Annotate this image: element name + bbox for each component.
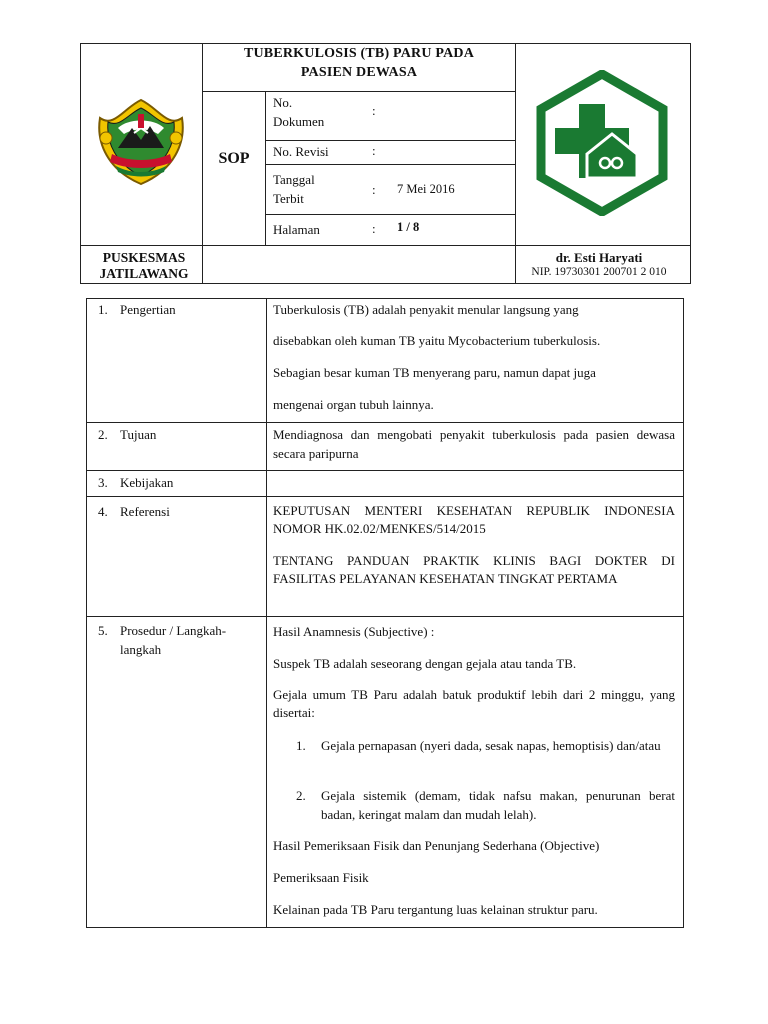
field-revision-label: No. Revisi: [273, 144, 329, 159]
section-label-definition: [98, 300, 176, 319]
section-label-reference: [98, 502, 170, 521]
section-label-policy: [98, 473, 173, 492]
text-line: Tuberkulosis (TB) adalah penyakit menular langsung yang: [273, 302, 579, 317]
procedure-p6: Kelainan pada TB Paru tergantung luas kelainan struktur paru.: [273, 902, 598, 917]
section-number: 5.: [98, 623, 108, 638]
field-colon: :: [372, 182, 376, 197]
org-line: PUSKESMAS: [102, 250, 186, 265]
procedure-p1: Hasil Anamnesis (Subjective) :: [273, 624, 435, 639]
org-line: JATILAWANG: [99, 266, 189, 281]
list-number: 1.: [296, 738, 306, 753]
title-line-2: PASIEN DEWASA: [300, 65, 418, 80]
text-line: disebabkan oleh kuman TB yaitu Mycobacterium tuberkulosis.: [273, 333, 601, 348]
section-number: 4.: [98, 504, 108, 519]
text-line: mengenai organ tubuh lainnya.: [273, 397, 434, 412]
field-page-label: Halaman: [273, 222, 320, 237]
section-number: 2.: [98, 427, 108, 442]
section-label-procedure: [98, 621, 226, 659]
section-title-cont: langkah: [120, 642, 162, 657]
field-colon: :: [372, 221, 376, 236]
field-colon: :: [372, 103, 376, 118]
field-doc-number-label: [273, 93, 324, 131]
doctor-name: dr. Esti Haryati: [555, 250, 643, 265]
list-text: Gejala sistemik (demam, tidak nafsu makan, penurunan berat badan, keringat malam dan mudah lelah).: [321, 788, 675, 822]
reference-para-2: TENTANG PANDUAN PRAKTIK KLINIS BAGI DOKTER DI FASILITAS PELAYANAN KESEHATAN TINGKAT PERTAMA: [273, 553, 675, 586]
text-line: Sebagian besar kuman TB menyerang paru, namun dapat juga: [273, 365, 596, 380]
list-number: 2.: [296, 788, 306, 803]
procedure-p3: Gejala umum TB Paru adalah batuk produktif lebih dari 2 minggu, yang disertai:: [273, 687, 675, 720]
section-title: Prosedur / Langkah-: [120, 623, 227, 638]
section-number: 1.: [98, 302, 108, 317]
section-title: Pengertian: [120, 302, 176, 317]
field-issue-date-value: 7 Mei 2016: [397, 182, 455, 196]
list-text: Gejala pernapasan (nyeri dada, sesak napas, hemoptisis) dan/atau: [321, 738, 661, 753]
field-label-line: No.: [273, 95, 293, 110]
sop-label: SOP: [218, 150, 250, 167]
field-colon: :: [372, 143, 376, 158]
document-title: [203, 44, 515, 82]
field-page-value: 1 / 8: [397, 220, 420, 234]
section-label-purpose: [98, 425, 156, 444]
title-line-1: TUBERKULOSIS (TB) PARU PADA: [243, 46, 475, 61]
field-label-line: Dokumen: [273, 114, 325, 129]
field-label-line: Terbit: [273, 191, 304, 206]
section-title: Kebijakan: [120, 475, 174, 490]
doctor-nip: NIP. 19730301 200701 2 010: [531, 266, 667, 278]
purpose-text: Mendiagnosa dan mengobati penyakit tuberkulosis pada pasien dewasa secara paripurna: [273, 427, 675, 461]
field-issue-date-label: [273, 170, 315, 208]
procedure-p2: Suspek TB adalah seseorang dengan gejala atau tanda TB.: [273, 656, 577, 671]
reference-para-1: KEPUTUSAN MENTERI KESEHATAN REPUBLIK INDONESIA NOMOR HK.02.02/MENKES/514/2015: [273, 503, 675, 536]
section-title: Tujuan: [120, 427, 157, 442]
section-number: 3.: [98, 475, 108, 490]
organization-name: [88, 250, 200, 282]
regency-emblem-icon: [88, 88, 194, 188]
procedure-p4: Hasil Pemeriksaan Fisik dan Penunjang Sederhana (Objective): [273, 838, 600, 853]
procedure-p5: Pemeriksaan Fisik: [273, 870, 369, 885]
field-label-line: Tanggal: [273, 172, 315, 187]
puskesmas-cross-logo-icon: [529, 70, 675, 216]
section-title: Referensi: [120, 504, 170, 519]
